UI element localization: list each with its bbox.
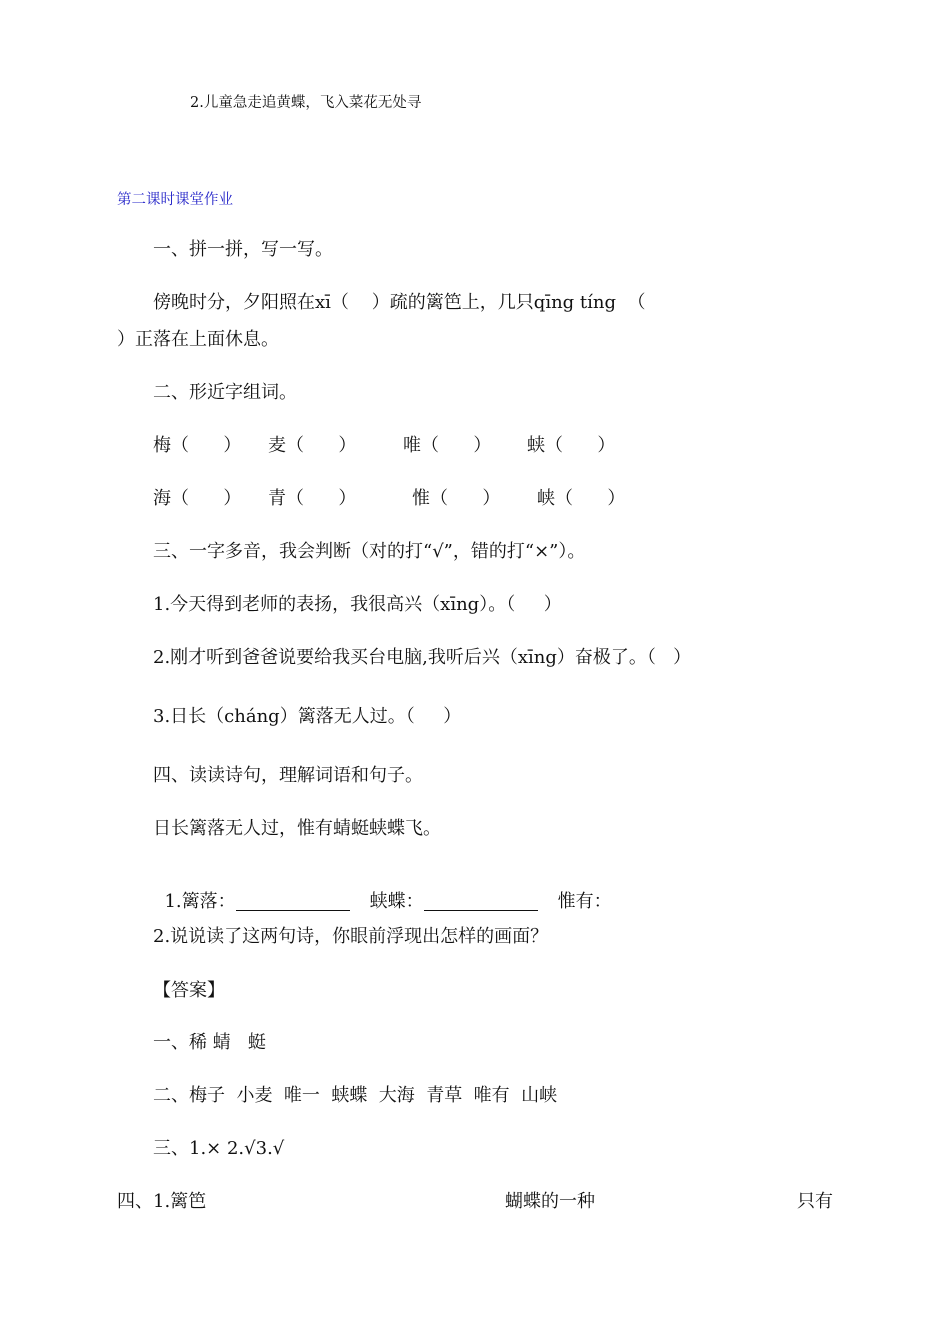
q3-item3: 3.日长（cháng）篱落无人过。（ ） — [153, 706, 462, 727]
q2-row1-item1: 梅（ ） — [153, 435, 242, 456]
q2-row1-item3: 唯（ ） — [403, 435, 492, 456]
q4-heading: 四、读读诗句，理解词语和句子。 — [153, 765, 423, 786]
q1-heading: 一、拼一拼，写一写。 — [153, 239, 333, 260]
q1-sentence-line2: ）正落在上面休息。 — [117, 329, 279, 350]
answer-2: 二、梅子 小麦 唯一 蛱蝶 大海 青草 唯有 山峡 — [153, 1085, 558, 1106]
answer-3: 三、1.× 2.√3.√ — [153, 1138, 285, 1159]
q3-heading: 三、一字多音，我会判断（对的打“√”，错的打“×”）。 — [153, 541, 586, 562]
q4-poem: 日长篱落无人过，惟有蜻蜓蛱蝶飞。 — [153, 818, 441, 839]
q1-sentence-line1: 傍晚时分，夕阳照在xī（ ）疏的篱笆上，几只qīng tíng （ — [153, 292, 646, 313]
answers-label: 【答案】 — [153, 980, 225, 1001]
q4-item1-label-a: 1.篱落： — [164, 891, 236, 912]
answer-blank — [424, 892, 538, 911]
section-title: 第二课时课堂作业 — [117, 192, 233, 208]
q2-row1-item2: 麦（ ） — [268, 435, 357, 456]
answer-4-right: 只有 — [797, 1191, 833, 1212]
q4-item1-label-c: 惟有： — [557, 891, 612, 912]
q3-item2: 2.刚才听到爸爸说要给我买台电脑,我听后兴（xīng）奋极了。（ ） — [153, 647, 692, 668]
q2-row2-item3: 惟（ ） — [412, 488, 501, 509]
q4-item1 — [153, 874, 612, 911]
q3-item1: 1.今天得到老师的表扬，我很高兴（xīng）。（ ） — [153, 594, 562, 615]
q2-row2-item2: 青（ ） — [268, 488, 357, 509]
q2-row1-item4: 蛱（ ） — [527, 435, 616, 456]
q2-row2-item1: 海（ ） — [153, 488, 242, 509]
q4-item2: 2.说说读了这两句诗，你眼前浮现出怎样的画面？ — [153, 926, 549, 947]
answer-4-mid: 蝴蝶的一种 — [505, 1191, 595, 1212]
q4-item1-label-b: 蛱蝶： — [369, 891, 424, 912]
answer-blank — [236, 892, 350, 911]
answer-1: 一、稀 蜻 蜓 — [153, 1032, 266, 1053]
q2-row2-item4: 峡（ ） — [537, 488, 626, 509]
q2-heading: 二、形近字组词。 — [153, 382, 297, 403]
poem-line-2: 2.儿童急走追黄蝶，飞入菜花无处寻 — [190, 95, 422, 111]
answer-4-left: 四、1.篱笆 — [117, 1191, 207, 1212]
